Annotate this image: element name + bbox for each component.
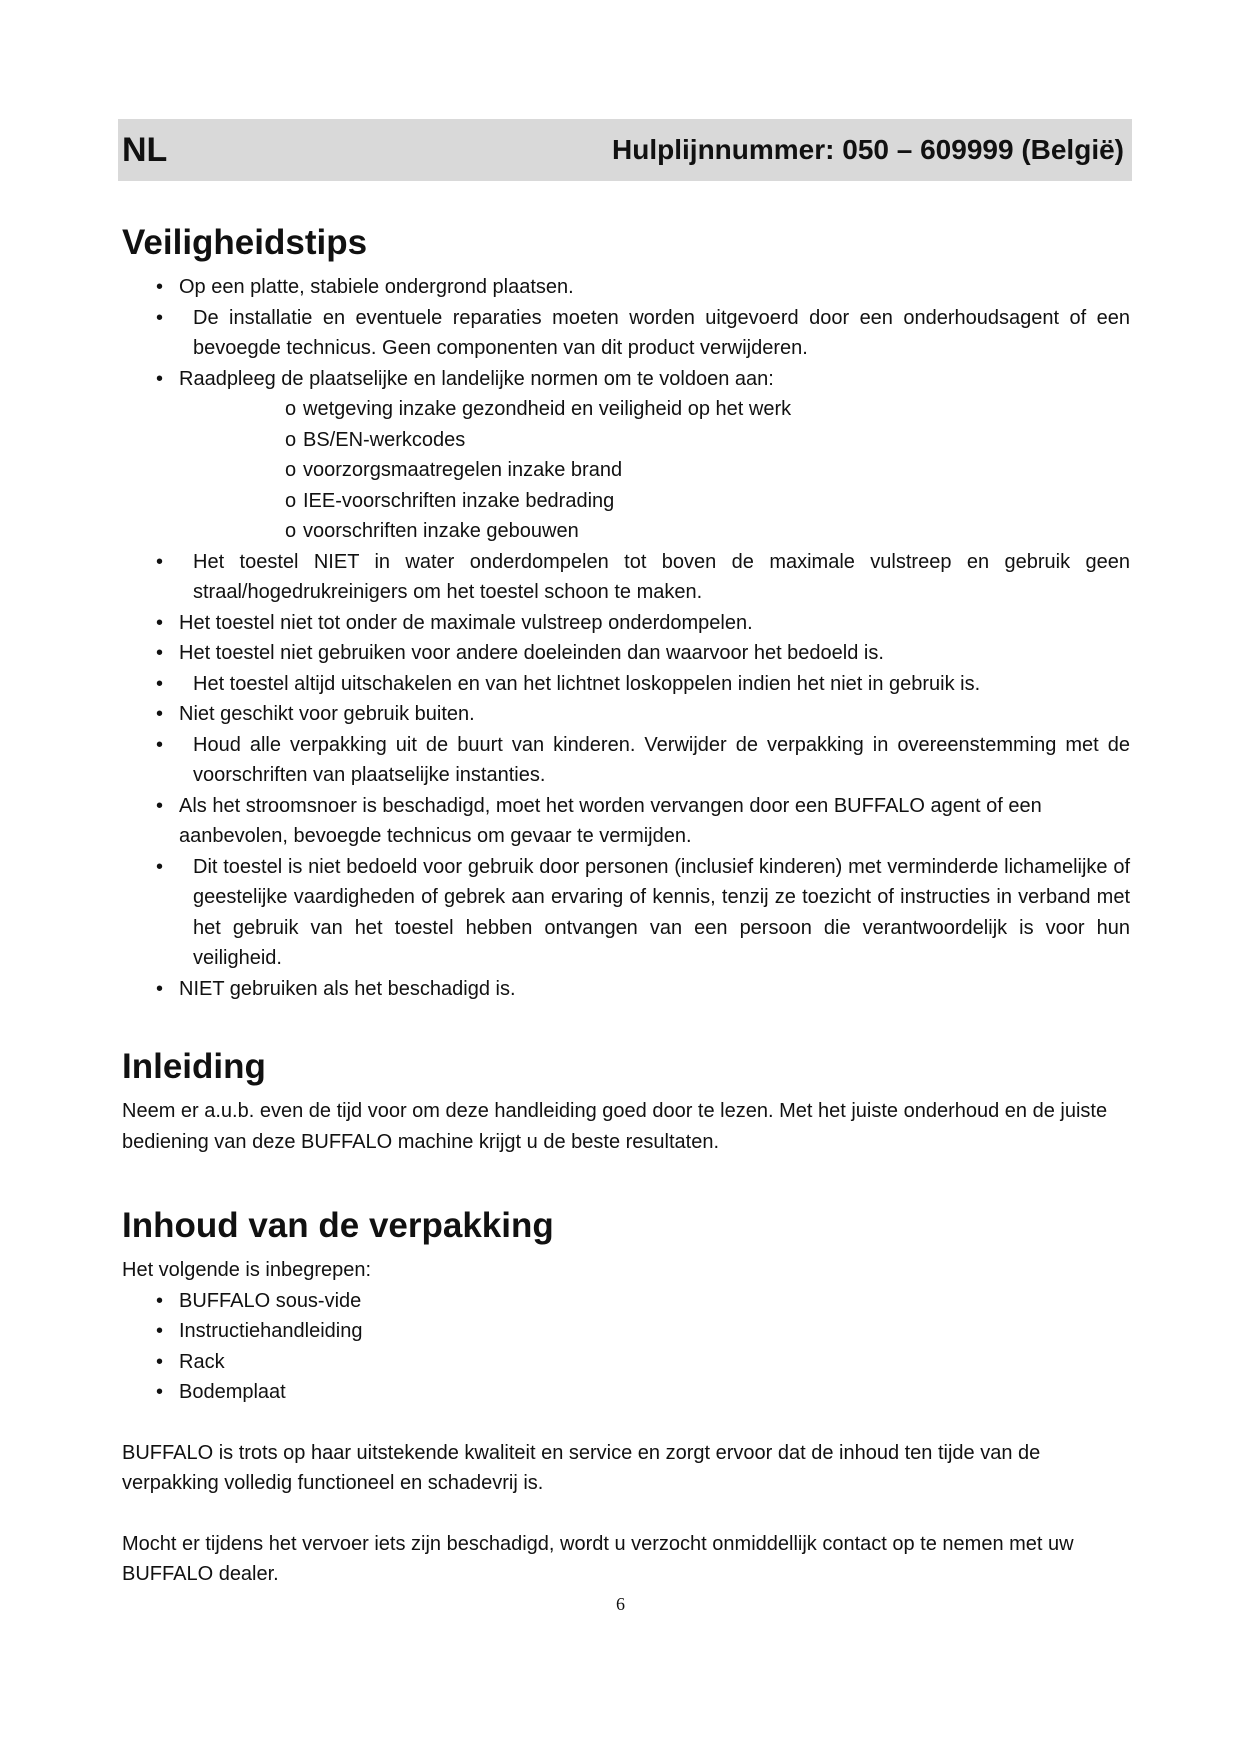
safety-item: • NIET gebruiken als het beschadigd is.: [122, 974, 1130, 1005]
safety-item: • Op een platte, stabiele ondergrond plaatsen.: [122, 272, 1130, 303]
contents-item: • Instructiehandleiding: [122, 1316, 1130, 1347]
standards-subitem: o wetgeving inzake gezondheid en veiligheid op het werk: [179, 394, 1130, 425]
contents-list: [122, 1286, 1130, 1408]
safety-item: • Dit toestel is niet bedoeld voor gebruik door personen (inclusief kinderen) met verminderde lichamelijke of geestelijke vaardigheden of gebrek aan ervaring of kennis, tenzij ze toezicht of instructies in verband met het gebruik van het toestel hebben ontvangen van een persoon die verantwoordelijk is voor hun veiligheid.: [122, 852, 1130, 974]
standards-subitem: o IEE-voorschriften inzake bedrading: [179, 486, 1130, 517]
safety-heading: Veiligheidstips: [122, 223, 368, 262]
safety-item: • Het toestel NIET in water onderdompelen tot boven de maximale vulstreep en gebruik geen straal/hogedrukreinigers om het toestel schoon te maken.: [122, 547, 1130, 608]
standards-sublist: [179, 394, 1130, 547]
quality-paragraph: BUFFALO is trots op haar uitstekende kwaliteit en service en zorgt ervoor dat de inhoud ten tijde van de verpakking volledig functioneel en schadevrij is.: [122, 1441, 1041, 1494]
standards-subitem: o BS/EN-werkcodes: [179, 425, 1130, 456]
contents-item: • Rack: [122, 1347, 1130, 1378]
safety-item: • Het toestel niet tot onder de maximale vulstreep onderdompelen.: [122, 608, 1130, 639]
safety-section: [122, 218, 1130, 1004]
standards-subitem: o voorschriften inzake gebouwen: [179, 516, 1130, 547]
page-number: 6: [616, 1594, 625, 1614]
standards-subitem: o voorzorgsmaatregelen inzake brand: [179, 455, 1130, 486]
safety-item: • Als het stroomsnoer is beschadigd, moet het worden vervangen door een BUFFALO agent of een aanbevolen, bevoegde technicus om gevaar te vermijden.: [122, 791, 1130, 852]
contents-lead: Het volgende is inbegrepen:: [122, 1259, 372, 1281]
helpline-number: Hulplijnnummer: 050 – 609999 (België): [612, 134, 1124, 165]
page-header: [118, 119, 1132, 181]
intro-section: [122, 1042, 1130, 1157]
document-body: [122, 218, 1130, 1590]
damage-paragraph: Mocht er tijdens het vervoer iets zijn beschadigd, wordt u verzocht onmiddellijk contact op te nemen met uw BUFFALO dealer.: [122, 1532, 1074, 1585]
safety-item: • De installatie en eventuele reparaties moeten worden uitgevoerd door een onderhoudsagent of een bevoegde technicus. Geen componenten van dit product verwijderen.: [122, 303, 1130, 364]
safety-item: • Het toestel altijd uitschakelen en van het lichtnet loskoppelen indien het niet in gebruik is.: [122, 669, 1130, 700]
contents-section: [122, 1201, 1130, 1590]
safety-item: • Het toestel niet gebruiken voor andere doeleinden dan waarvoor het bedoeld is.: [122, 638, 1130, 669]
intro-paragraph: Neem er a.u.b. even de tijd voor om deze handleiding goed door te lezen. Met het juiste onderhoud en de juiste bediening van deze BUFFALO machine krijgt u de beste resultaten.: [122, 1100, 1108, 1153]
contents-heading: Inhoud van de verpakking: [122, 1206, 554, 1245]
language-label: NL: [122, 130, 168, 169]
contents-item: • Bodemplaat: [122, 1377, 1130, 1408]
safety-item: • Niet geschikt voor gebruik buiten.: [122, 699, 1130, 730]
contents-item: • BUFFALO sous-vide: [122, 1286, 1130, 1317]
safety-list: [122, 272, 1130, 1004]
intro-heading: Inleiding: [122, 1047, 266, 1086]
safety-item: • Houd alle verpakking uit de buurt van kinderen. Verwijder de verpakking in overeenstemming met de voorschriften van plaatselijke instanties.: [122, 730, 1130, 791]
safety-item: [122, 364, 1130, 547]
safety-item-text: Raadpleeg de plaatselijke en landelijke normen om te voldoen aan:: [179, 367, 774, 390]
